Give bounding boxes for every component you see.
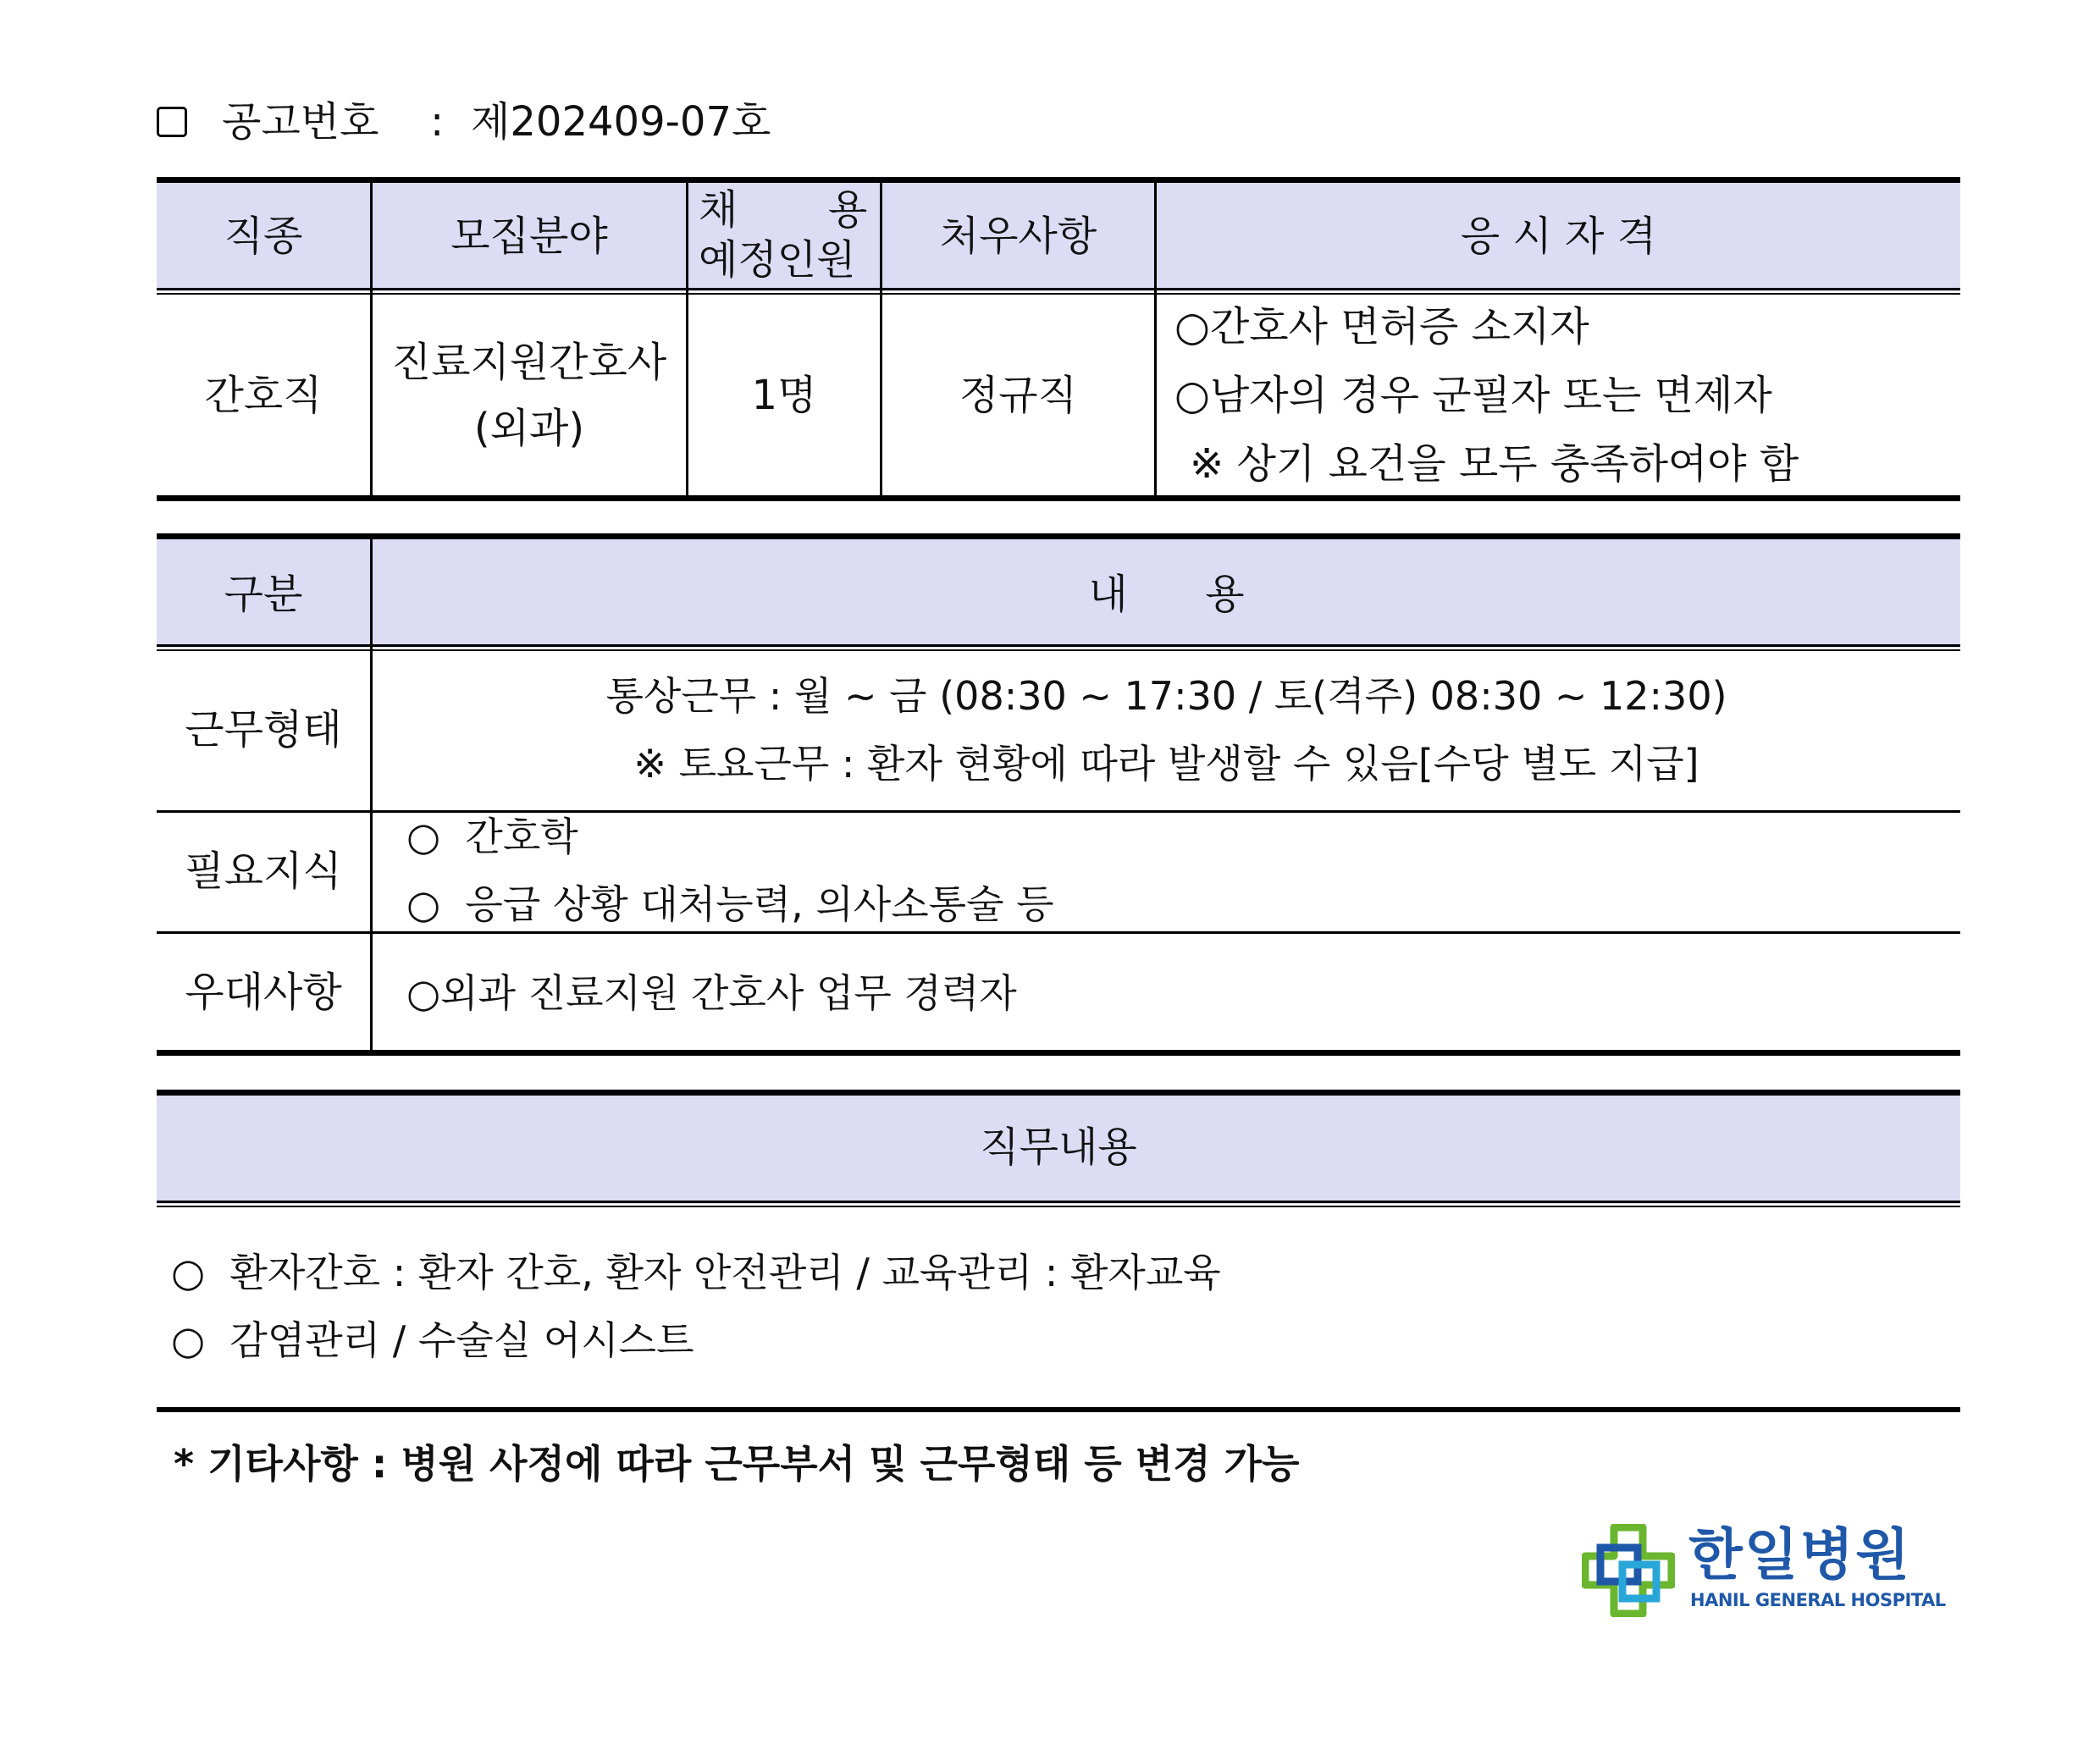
header-planned-1: 채 xyxy=(699,186,738,234)
knowledge-line2: ○ 응급 상황 대처능력, 의사소통술 등 xyxy=(406,881,1054,927)
checkbox-icon xyxy=(157,107,187,137)
cross-logo-icon xyxy=(1582,1524,1675,1617)
duty-item: ○ 감염관리 / 수술실 어시스트 xyxy=(171,1317,694,1363)
logo-name-en: HANIL GENERAL HOSPITAL xyxy=(1690,1590,1946,1610)
notice-number: 제202409-07호 xyxy=(471,98,771,146)
work-type-line2: ※ 토요근무 : 환자 현황에 따라 발생할 수 있음[수당 별도 지급] xyxy=(633,741,1699,787)
header-job-type: 직종 xyxy=(224,213,303,260)
header-planned-2: 용 xyxy=(828,186,868,234)
notice-label: 공고번호 xyxy=(222,98,379,146)
cell-job-type: 간호직 xyxy=(204,372,323,419)
duty-item: ○ 환자간호 : 환자 간호, 환자 안전관리 / 교육관리 : 환자교육 xyxy=(171,1250,1221,1295)
table1-col-divider xyxy=(686,181,688,497)
table1-top-border xyxy=(157,177,1960,183)
category-work-type: 근무형태 xyxy=(185,706,342,754)
table1-header-divider xyxy=(157,288,1960,295)
notice-separator: : xyxy=(430,98,445,146)
preference-line1: ○외과 진료지원 간호사 업무 경력자 xyxy=(406,970,1017,1016)
table2-row-divider xyxy=(157,931,1960,934)
cell-qual-line1: ○간호사 면허증 소지자 xyxy=(1174,303,1589,351)
table2-header-divider xyxy=(157,644,1960,651)
cell-qual-line3: ※ 상기 요건을 모두 충족하여야 함 xyxy=(1190,440,1799,488)
category-knowledge: 필요지식 xyxy=(185,847,342,895)
header-content: 내 용 xyxy=(1088,571,1245,618)
table2-bottom-border xyxy=(157,1050,1960,1056)
header-category: 구분 xyxy=(224,571,303,618)
table1-bottom-border xyxy=(157,495,1960,501)
knowledge-line1: ○ 간호학 xyxy=(406,814,578,859)
table2-top-border xyxy=(157,533,1960,539)
cell-field-line1: 진료지원간호사 xyxy=(391,339,667,386)
cell-qual-line2: ○남자의 경우 군필자 또는 면제자 xyxy=(1174,372,1772,419)
duties-header-divider xyxy=(157,1201,1960,1207)
cell-count: 1명 xyxy=(751,372,817,419)
work-type-line1: 통상근무 : 월 ~ 금 (08:30 ~ 17:30 / 토(격주) 08:30 ~ 12:30) xyxy=(605,673,1727,719)
note-text: * 기타사항 : 병원 사정에 따라 근무부서 및 근무형태 등 변경 가능 xyxy=(174,1441,1300,1487)
hospital-logo xyxy=(1582,1524,1961,1617)
header-field: 모집분야 xyxy=(450,213,608,260)
duties-title: 직무내용 xyxy=(980,1123,1137,1171)
header-treatment: 처우사항 xyxy=(939,213,1097,260)
logo-name-ko: 한일병원 xyxy=(1688,1522,1912,1587)
cell-field-line2: (외과) xyxy=(473,405,585,452)
cell-treatment: 정규직 xyxy=(959,372,1078,419)
duties-top-border xyxy=(157,1090,1960,1096)
duties-bottom-border xyxy=(157,1407,1960,1412)
header-planned-3: 예정인원 xyxy=(699,236,856,284)
table2-row-divider xyxy=(157,810,1960,813)
table2-col-divider xyxy=(370,538,373,1052)
category-preference: 우대사항 xyxy=(185,969,342,1016)
header-qualification: 응 시 자 격 xyxy=(1460,213,1657,260)
